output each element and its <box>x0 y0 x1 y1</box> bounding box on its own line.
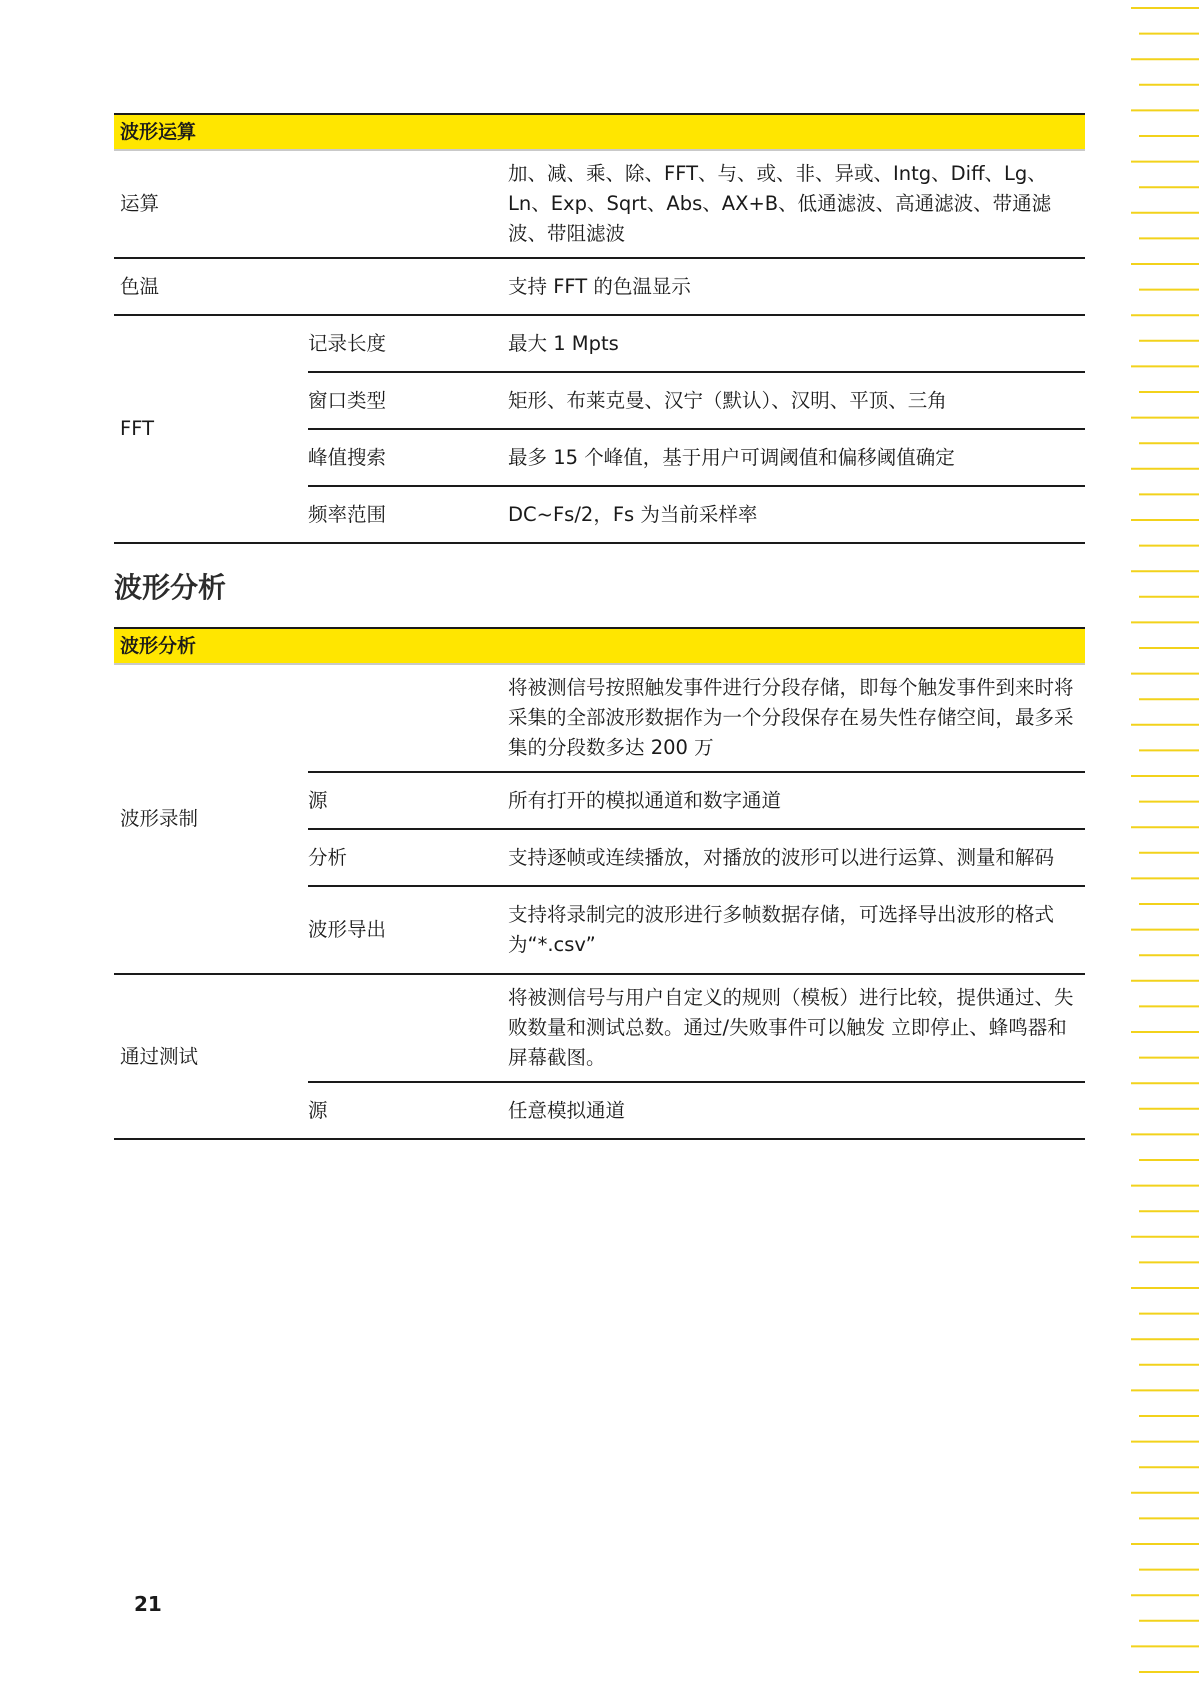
row-sub-empty <box>308 150 502 258</box>
row-label: 色温 <box>114 258 308 315</box>
row-value: DC~Fs/2，Fs 为当前采样率 <box>502 486 1085 543</box>
row-sub-empty <box>308 664 502 772</box>
row-value: 支持将录制完的波形进行多帧数据存储，可选择导出波形的格式为“*.csv” <box>502 886 1085 974</box>
row-label: 通过测试 <box>114 974 308 1139</box>
section-title: 波形分析 <box>114 571 227 604</box>
row-value: 支持逐帧或连续播放，对播放的波形可以进行运算、测量和解码 <box>502 829 1085 886</box>
row-value: 所有打开的模拟通道和数字通道 <box>502 772 1085 829</box>
row-sub-label: 源 <box>308 772 502 829</box>
row-sub-label: 波形导出 <box>308 886 502 974</box>
row-sub-empty <box>308 974 502 1082</box>
table-row <box>114 150 1085 258</box>
row-value: 将被测信号与用户自定义的规则（模板）进行比较，提供通过、失败数量和测试总数。通过/失败事件可以触发 立即停止、蜂鸣器和屏幕截图。 <box>502 974 1085 1082</box>
row-sub-label: 频率范围 <box>308 486 502 543</box>
table-row <box>114 664 1085 772</box>
row-value: 将被测信号按照触发事件进行分段存储，即每个触发事件到来时将采集的全部波形数据作为一个分段保存在易失性存储空间，最多采集的分段数多达 200 万 <box>502 664 1085 772</box>
row-value: 矩形、布莱克曼、汉宁（默认）、汉明、平顶、三角 <box>502 372 1085 429</box>
table-header-band <box>114 114 1085 150</box>
decorative-stripes <box>1125 0 1199 1696</box>
row-label: 波形录制 <box>114 664 308 974</box>
row-value: 支持 FFT 的色温显示 <box>502 258 1085 315</box>
table-header-label: 波形分析 <box>114 628 1085 664</box>
row-sub-label: 源 <box>308 1082 502 1139</box>
waveform-analysis-table <box>114 627 1085 1140</box>
table-row <box>114 315 1085 372</box>
row-sub-empty <box>308 258 502 315</box>
table-header-band <box>114 628 1085 664</box>
row-sub-label: 分析 <box>308 829 502 886</box>
row-value: 最大 1 Mpts <box>502 315 1085 372</box>
row-label: FFT <box>114 315 308 543</box>
row-sub-label: 峰值搜索 <box>308 429 502 486</box>
row-sub-label: 记录长度 <box>308 315 502 372</box>
row-sub-label: 窗口类型 <box>308 372 502 429</box>
row-value: 加、减、乘、除、FFT、与、或、非、异或、Intg、Diff、Lg、Ln、Exp、Sqrt、Abs、AX+B、低通滤波、高通滤波、带通滤波、带阻滤波 <box>502 150 1085 258</box>
row-value: 任意模拟通道 <box>502 1082 1085 1139</box>
row-value: 最多 15 个峰值，基于用户可调阈值和偏移阈值确定 <box>502 429 1085 486</box>
table-row <box>114 974 1085 1082</box>
table-header-label: 波形运算 <box>114 114 1085 150</box>
waveform-math-table <box>114 113 1085 544</box>
row-label: 运算 <box>114 150 308 258</box>
table-row <box>114 258 1085 315</box>
page-number: 21 <box>134 1592 162 1616</box>
